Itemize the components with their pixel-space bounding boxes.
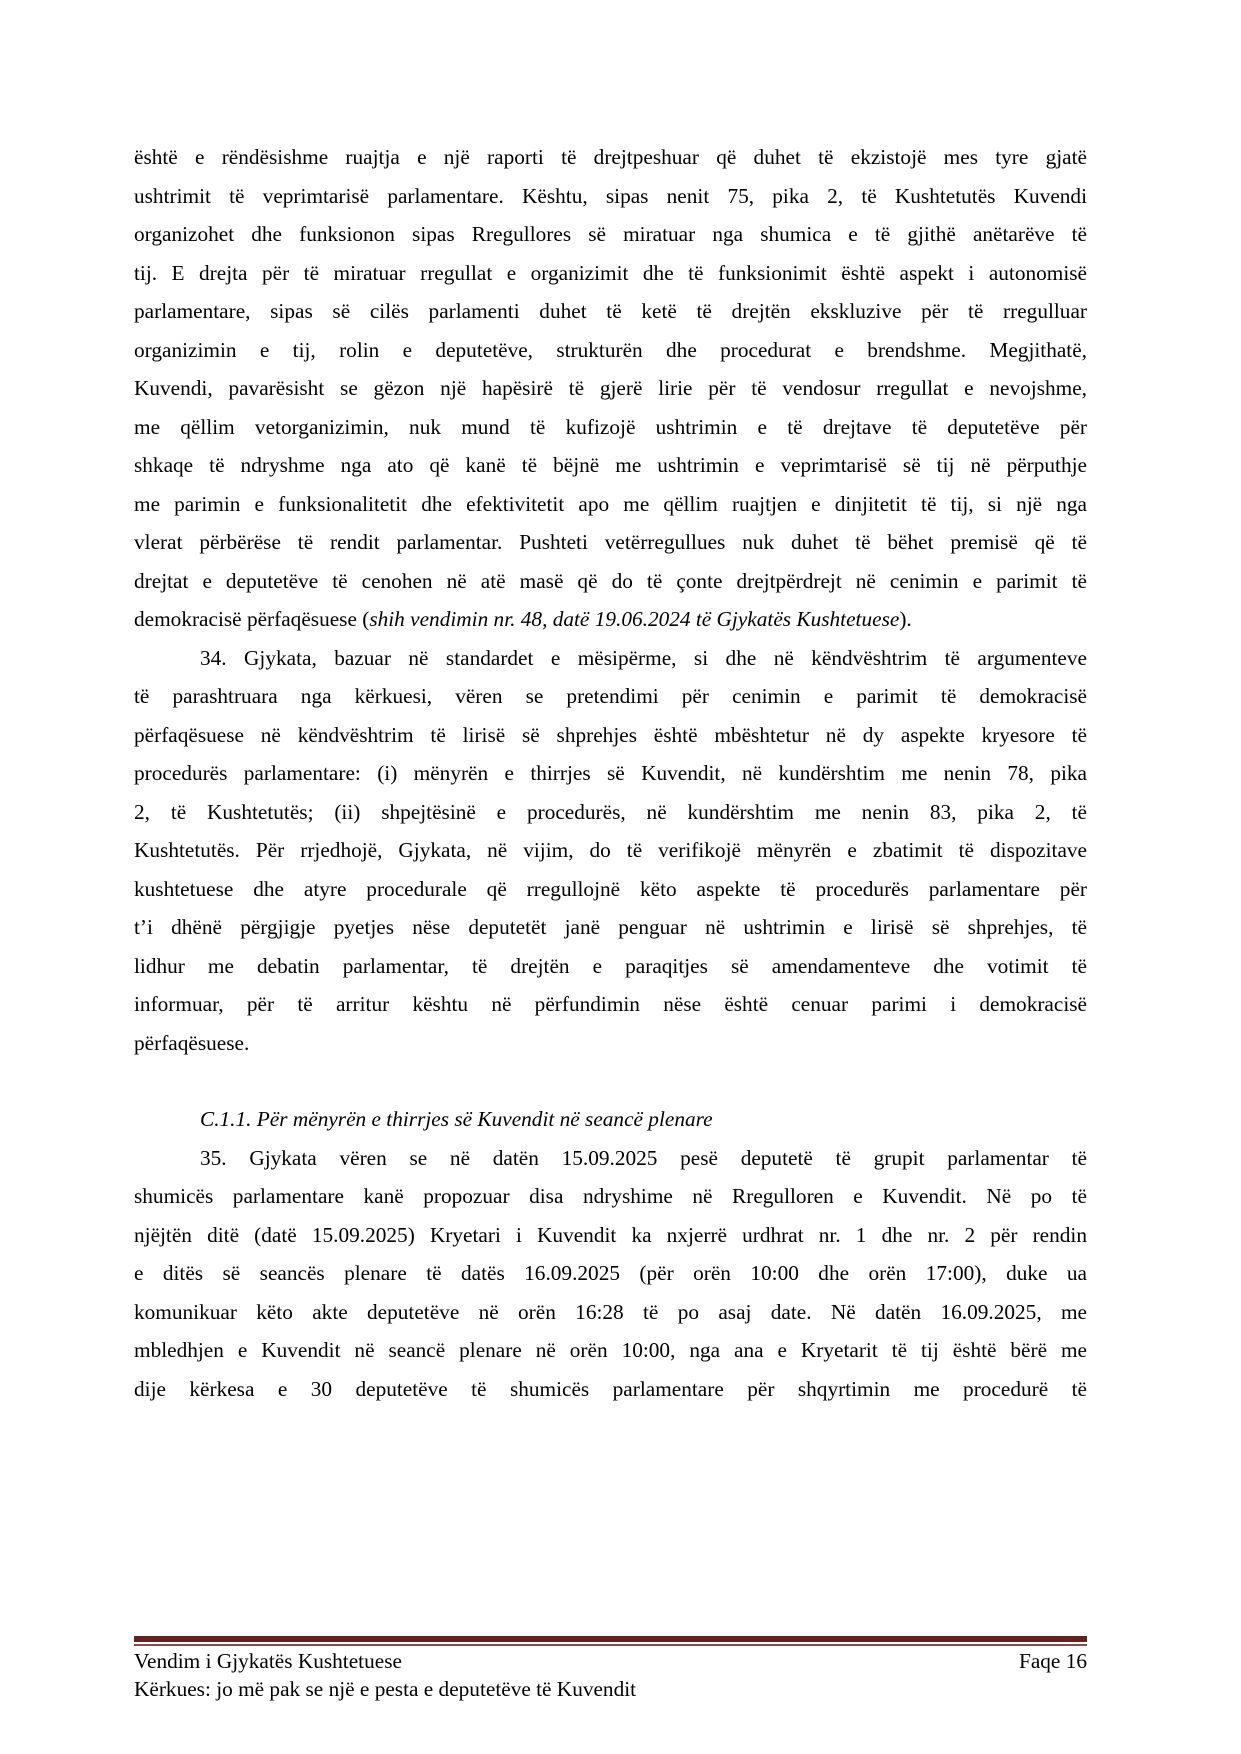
text-line: me parimin e funksionalitetit dhe efektivitetit apo me qëllim ruajtjen e dinjitetit të tij, si një nga xyxy=(134,491,1087,516)
page-number: Faqe 16 xyxy=(1018,1649,1087,1673)
case-citation: shih vendimin nr. 48, datë 19.06.2024 të Gjykatës Kushtetuese xyxy=(369,607,900,631)
text-line: organizimin e tij, rolin e deputetëve, strukturën dhe procedurat e brendshme. Megjithatë, xyxy=(134,337,1087,362)
text-line: njëjtën ditë (datë 15.09.2025) Kryetari i Kuvendit ka nxjerrë urdhrat nr. 1 dhe nr. 2 për rendin xyxy=(134,1222,1087,1247)
footer-divider-thin xyxy=(134,1644,1087,1646)
text-line: informuar, për të arritur kështu në përfundimin nëse është cenuar parimi i demokracisë xyxy=(134,992,1087,1016)
paragraph-35-first-line: 35. Gjykata vëren se në datën 15.09.2025 pesë deputetë të grupit parlamentar të xyxy=(200,1145,1087,1170)
text-fragment: ). xyxy=(899,607,912,631)
footer-title: Vendim i Gjykatës Kushtetuese xyxy=(134,1649,402,1673)
text-line: është e rëndësishme ruajtja e një raporti të drejtpeshuar që duhet të ekzistojë mes tyre gjatë xyxy=(134,145,1087,169)
text-line: me qëllim vetorganizimin, nuk mund të kufizojë ushtrimin e të drejtave të deputetëve për xyxy=(134,414,1087,439)
text-line-with-citation xyxy=(134,604,1087,634)
text-line: shkaqe të ndryshme nga ato që kanë të bëjnë me ushtrimin e veprimtarisë së tij në përputhje xyxy=(134,453,1087,477)
text-line: vlerat përbërëse të rendit parlamentar. Pushteti vetërregullues nuk duhet të bëhet premisë që të xyxy=(134,530,1087,554)
text-line: organizohet dhe funksionon sipas Rregullores së miratuar nga shumica e të gjithë anëtarëve të xyxy=(134,222,1087,246)
text-line: shumicës parlamentare kanë propozuar disa ndryshime në Rregulloren e Kuvendit. Në po të xyxy=(134,1184,1087,1208)
text-line: mbledhjen e Kuvendit në seancë plenare në orën 10:00, nga ana e Kryetarit të tij është bërë me xyxy=(134,1338,1087,1362)
text-line: parlamentare, sipas së cilës parlamenti duhet të ketë të drejtën ekskluzive për të rregulluar xyxy=(134,299,1087,323)
text-line: komunikuar këto akte deputetëve në orën 16:28 të po asaj date. Në datën 16.09.2025, me xyxy=(134,1299,1087,1324)
text-line: 2, të Kushtetutës; (ii) shpejtësinë e procedurës, në kundërshtim me nenin 83, pika 2, të xyxy=(134,799,1087,824)
text-line: procedurës parlamentare: (i) mënyrën e thirrjes së Kuvendit, në kundërshtim me nenin 78, pika xyxy=(134,761,1087,785)
text-line: Kushtetutës. Për rrjedhojë, Gjykata, në vijim, do të verifikojë mënyrën e zbatimit të dispozitave xyxy=(134,838,1087,862)
text-line: përfaqësuese. xyxy=(134,1030,250,1055)
text-line: t’i dhënë përgjigje pyetjes nëse deputetët janë penguar në ushtrimin e lirisë së shprehjes, të xyxy=(134,915,1087,939)
text-line: Kuvendi, pavarësisht se gëzon një hapësirë të gjerë lirie për të vendosur rregullat e nevojshme, xyxy=(134,376,1087,400)
text-fragment: demokracisë përfaqësuese ( xyxy=(134,607,370,631)
section-heading: C.1.1. Për mënyrën e thirrjes së Kuvendit në seancë plenare xyxy=(200,1107,713,1131)
footer-divider-thick xyxy=(134,1636,1087,1642)
text-line: dije kërkesa e 30 deputetëve të shumicës parlamentare për shqyrtimin me procedurë të xyxy=(134,1376,1087,1401)
paragraph-34-first-line: 34. Gjykata, bazuar në standardet e mësipërme, si dhe në këndvështrim të argumenteve xyxy=(200,645,1087,670)
text-line: kushtetuese dhe atyre procedurale që rregullojnë këto aspekte të procedurës parlamentare për xyxy=(134,876,1087,901)
text-line: ushtrimit të veprimtarisë parlamentare. Kështu, sipas nenit 75, pika 2, të Kushtetutës Kuvendi xyxy=(134,183,1087,208)
footer-applicant: Kërkues: jo më pak se një e pesta e deputetëve të Kuvendit xyxy=(134,1677,637,1701)
text-line: drejtat e deputetëve të cenohen në atë masë që do të çonte drejtpërdrejt në cenimin e parimit të xyxy=(134,568,1087,593)
text-line: e ditës së seancës plenare të datës 16.09.2025 (për orën 10:00 dhe orën 17:00), duke ua xyxy=(134,1261,1087,1285)
text-line: të parashtruara nga kërkuesi, vëren se pretendimi për cenimin e parimit të demokracisë xyxy=(134,684,1087,708)
text-line: tij. E drejta për të miratuar rregullat e organizimit dhe të funksionimit është aspekt i autonomisë xyxy=(134,260,1087,285)
text-line: përfaqësuese në këndvështrim të lirisë së shprehjes është mbështetur në dy aspekte kryesore të xyxy=(134,722,1087,747)
text-line: lidhur me debatin parlamentar, të drejtën e paraqitjes së amendamenteve dhe votimit të xyxy=(134,953,1087,978)
